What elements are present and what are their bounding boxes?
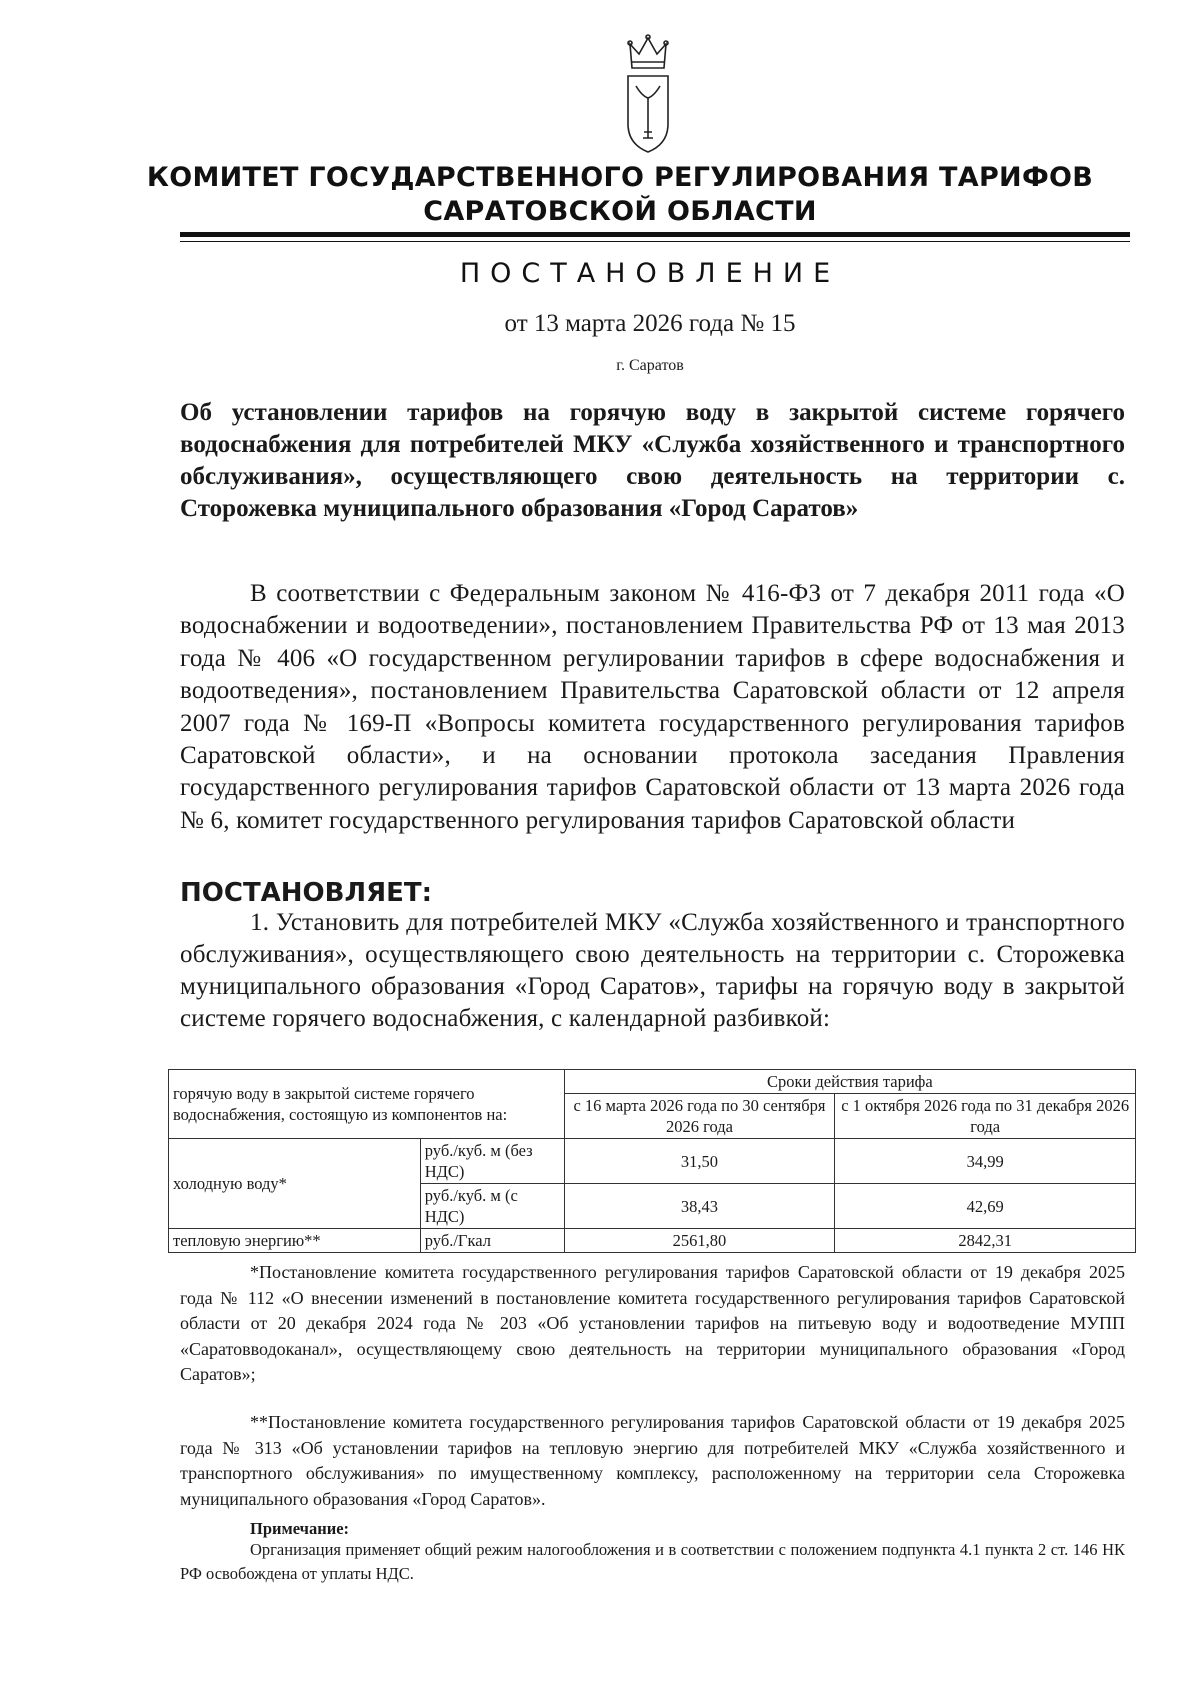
item-1-paragraph: 1. Установить для потребителей МКУ «Служба хозяйственного и транспортного обслуживания», осуществляющего свою деятельность на территории с. Сторожевка муниципального образования «Город Саратов», тарифы на горячую воду в закрытой системе горячего водоснабжения, с календарной разбивкой: (180, 909, 1125, 1032)
table-cell-value: 42,69 (835, 1184, 1136, 1229)
table-cell-value: 31,50 (564, 1139, 835, 1184)
org-name-line-2: САРАТОВСКОЙ ОБЛАСТИ (423, 196, 817, 227)
table-cell-unit: руб./Гкал (420, 1229, 564, 1253)
table-row (169, 1139, 1136, 1184)
note-text: Организация применяет общий режим налогообложения и в соответствии с положением подпункта 4.1 пункта 2 ст. 146 НК РФ освобождена от уплаты НДС. (180, 1540, 1125, 1583)
table-cell-value: 2561,80 (564, 1229, 835, 1253)
document-subject: Об установлении тарифов на горячую воду в закрытой системе горячего водоснабжения для потребителей МКУ «Служба хозяйственного и транспортного обслуживания», осуществляющего свою деятельность на территории с. Сторожевка муниципального образования «Город Саратов» (180, 399, 1125, 522)
table-cell-component: холодную воду* (169, 1139, 421, 1229)
footnote-1: *Постановление комитета государственного регулирования тарифов Саратовской области от 19 декабря 2025 года № 112 «О внесении изменений в постановление комитета государственного регулирования тарифов Саратовской области от 20 декабря 2024 года № 203 «Об установлении тарифов на питьевую воду и водоотведение МУПП «Саратовводоканал», осуществляющему свою деятельность на территории муниципального образования «Город Саратов»; (180, 1262, 1125, 1384)
note-heading: Примечание: (250, 1519, 350, 1538)
document-date: от 13 марта 2026 года № 15 (504, 310, 796, 337)
saratov-coat-of-arms-icon (622, 32, 674, 157)
org-name-line-1: КОМИТЕТ ГОСУДАРСТВЕННОГО РЕГУЛИРОВАНИЯ ТАРИФОВ (146, 162, 1094, 193)
tariff-table (168, 1069, 1136, 1253)
table-header-row (169, 1070, 1136, 1094)
table-header-period: Сроки действия тарифа (564, 1070, 1135, 1094)
footnote-2: **Постановление комитета государственного регулирования тарифов Саратовской области от 19 декабря 2025 года № 313 «Об установлении тарифов на тепловую энергию для потребителей МКУ «Служба хозяйственного и транспортного обслуживания» по имущественному комплексу, расположенному на территории села Сторожевка муниципального образования «Город Саратов». (180, 1412, 1125, 1509)
table-cell-value: 2842,31 (835, 1229, 1136, 1253)
decree-word: ПОСТАНОВЛЯЕТ: (180, 878, 432, 908)
table-header-period-1: с 16 марта 2026 года по 30 сентября 2026 года (564, 1094, 835, 1139)
table-header-period-2: с 1 октября 2026 года по 31 декабря 2026 года (835, 1094, 1136, 1139)
table-cell-value: 38,43 (564, 1184, 835, 1229)
header-rule-thin (180, 241, 1130, 242)
document-city: г. Саратов (616, 357, 684, 374)
table-cell-value: 34,99 (835, 1139, 1136, 1184)
table-cell-unit: руб./куб. м (с НДС) (420, 1184, 564, 1229)
table-row (169, 1229, 1136, 1253)
header-rule-thick (180, 232, 1130, 237)
document-type: ПОСТАНОВЛЕНИЕ (459, 258, 841, 289)
table-cell-component: тепловую энергию** (169, 1229, 421, 1253)
table-header-components: горячую воду в закрытой системе горячего водоснабжения, состоящую из компонентов на: (169, 1070, 565, 1139)
preamble-paragraph: В соответствии с Федеральным законом № 416-ФЗ от 7 декабря 2011 года «О водоснабжении и водоотведении», постановлением Правительства РФ от 13 мая 2013 года № 406 «О государственном регулировании тарифов в сфере водоснабжения и водоотведения», постановлением Правительства Саратовской области от 12 апреля 2007 года № 169-П «Вопросы комитета государственного регулирования тарифов Саратовской области», и на основании протокола заседания Правления государственного регулирования тарифов Саратовской области от 13 марта 2026 года № 6, комитет государственного регулирования тарифов Саратовской области (180, 580, 1125, 834)
table-cell-unit: руб./куб. м (без НДС) (420, 1139, 564, 1184)
